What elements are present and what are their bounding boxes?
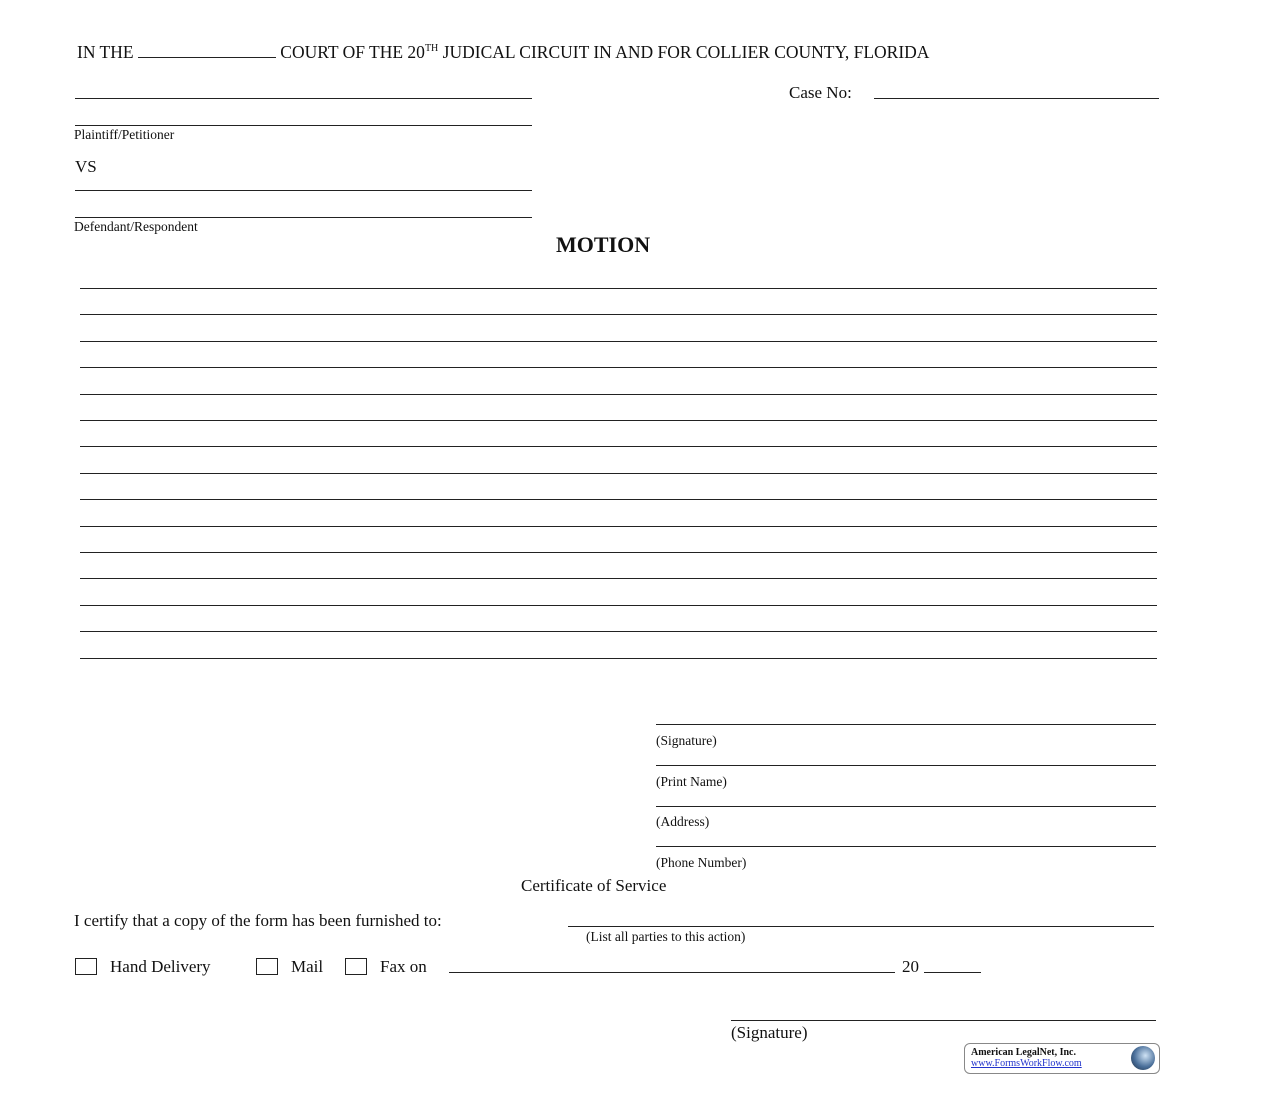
motion-body-line[interactable] <box>80 341 1157 342</box>
print-name-label: (Print Name) <box>656 774 727 789</box>
motion-body-line[interactable] <box>80 658 1157 659</box>
logo-company: American LegalNet, Inc. <box>971 1047 1076 1058</box>
court-header <box>77 42 929 63</box>
case-no-label: Case No: <box>789 83 852 102</box>
motion-body-line[interactable] <box>80 446 1157 447</box>
year-prefix: 20 <box>902 957 919 976</box>
phone-line[interactable] <box>656 846 1156 847</box>
page-title: MOTION <box>556 232 651 257</box>
parties-field[interactable] <box>568 926 1154 927</box>
motion-body-line[interactable] <box>80 578 1157 579</box>
logo-url[interactable]: www.FormsWorkFlow.com <box>971 1058 1082 1069</box>
mail-label: Mail <box>291 957 324 976</box>
fax-checkbox[interactable] <box>345 958 367 975</box>
header-in-the: IN THE <box>77 42 134 62</box>
certificate-signature-label: (Signature) <box>731 1023 808 1042</box>
mail-checkbox[interactable] <box>256 958 278 975</box>
motion-body-line[interactable] <box>80 288 1157 289</box>
plaintiff-line-2[interactable] <box>75 125 532 126</box>
certify-text: I certify that a copy of the form has been furnished to: <box>74 911 442 930</box>
case-no-field[interactable] <box>874 98 1159 99</box>
certificate-signature-line[interactable] <box>731 1020 1156 1021</box>
vs-label: VS <box>75 157 97 176</box>
header-rest: JUDICAL CIRCUIT IN AND FOR COLLIER COUNTY, FLORIDA <box>442 42 930 62</box>
header-court-of: COURT OF THE 20 <box>280 42 425 62</box>
motion-body-line[interactable] <box>80 367 1157 368</box>
fax-label: Fax on <box>380 957 427 976</box>
motion-body-line[interactable] <box>80 552 1157 553</box>
motion-body-line[interactable] <box>80 631 1157 632</box>
signature-label: (Signature) <box>656 733 717 748</box>
signature-line[interactable] <box>656 724 1156 725</box>
motion-body-line[interactable] <box>80 394 1157 395</box>
globe-icon <box>1131 1046 1155 1070</box>
print-name-line[interactable] <box>656 765 1156 766</box>
motion-body-line[interactable] <box>80 605 1157 606</box>
motion-body-line[interactable] <box>80 314 1157 315</box>
motion-body-line[interactable] <box>80 499 1157 500</box>
motion-body-line[interactable] <box>80 420 1157 421</box>
hand-delivery-checkbox[interactable] <box>75 958 97 975</box>
defendant-line-2[interactable] <box>75 217 532 218</box>
court-name-field[interactable] <box>138 43 276 58</box>
motion-body-line[interactable] <box>80 473 1157 474</box>
defendant-label: Defendant/Respondent <box>74 219 198 234</box>
year-field[interactable] <box>924 972 981 973</box>
address-line[interactable] <box>656 806 1156 807</box>
certificate-title: Certificate of Service <box>521 876 667 895</box>
fax-date-field[interactable] <box>449 972 895 973</box>
american-legalnet-logo <box>964 1043 1160 1074</box>
phone-label: (Phone Number) <box>656 855 747 870</box>
plaintiff-label: Plaintiff/Petitioner <box>74 127 175 142</box>
hand-delivery-label: Hand Delivery <box>110 957 211 976</box>
address-label: (Address) <box>656 814 710 829</box>
header-superscript: TH <box>424 43 439 54</box>
list-hint: (List all parties to this action) <box>586 929 746 944</box>
defendant-line-1[interactable] <box>75 190 532 191</box>
motion-body-line[interactable] <box>80 526 1157 527</box>
plaintiff-line-1[interactable] <box>75 98 532 99</box>
